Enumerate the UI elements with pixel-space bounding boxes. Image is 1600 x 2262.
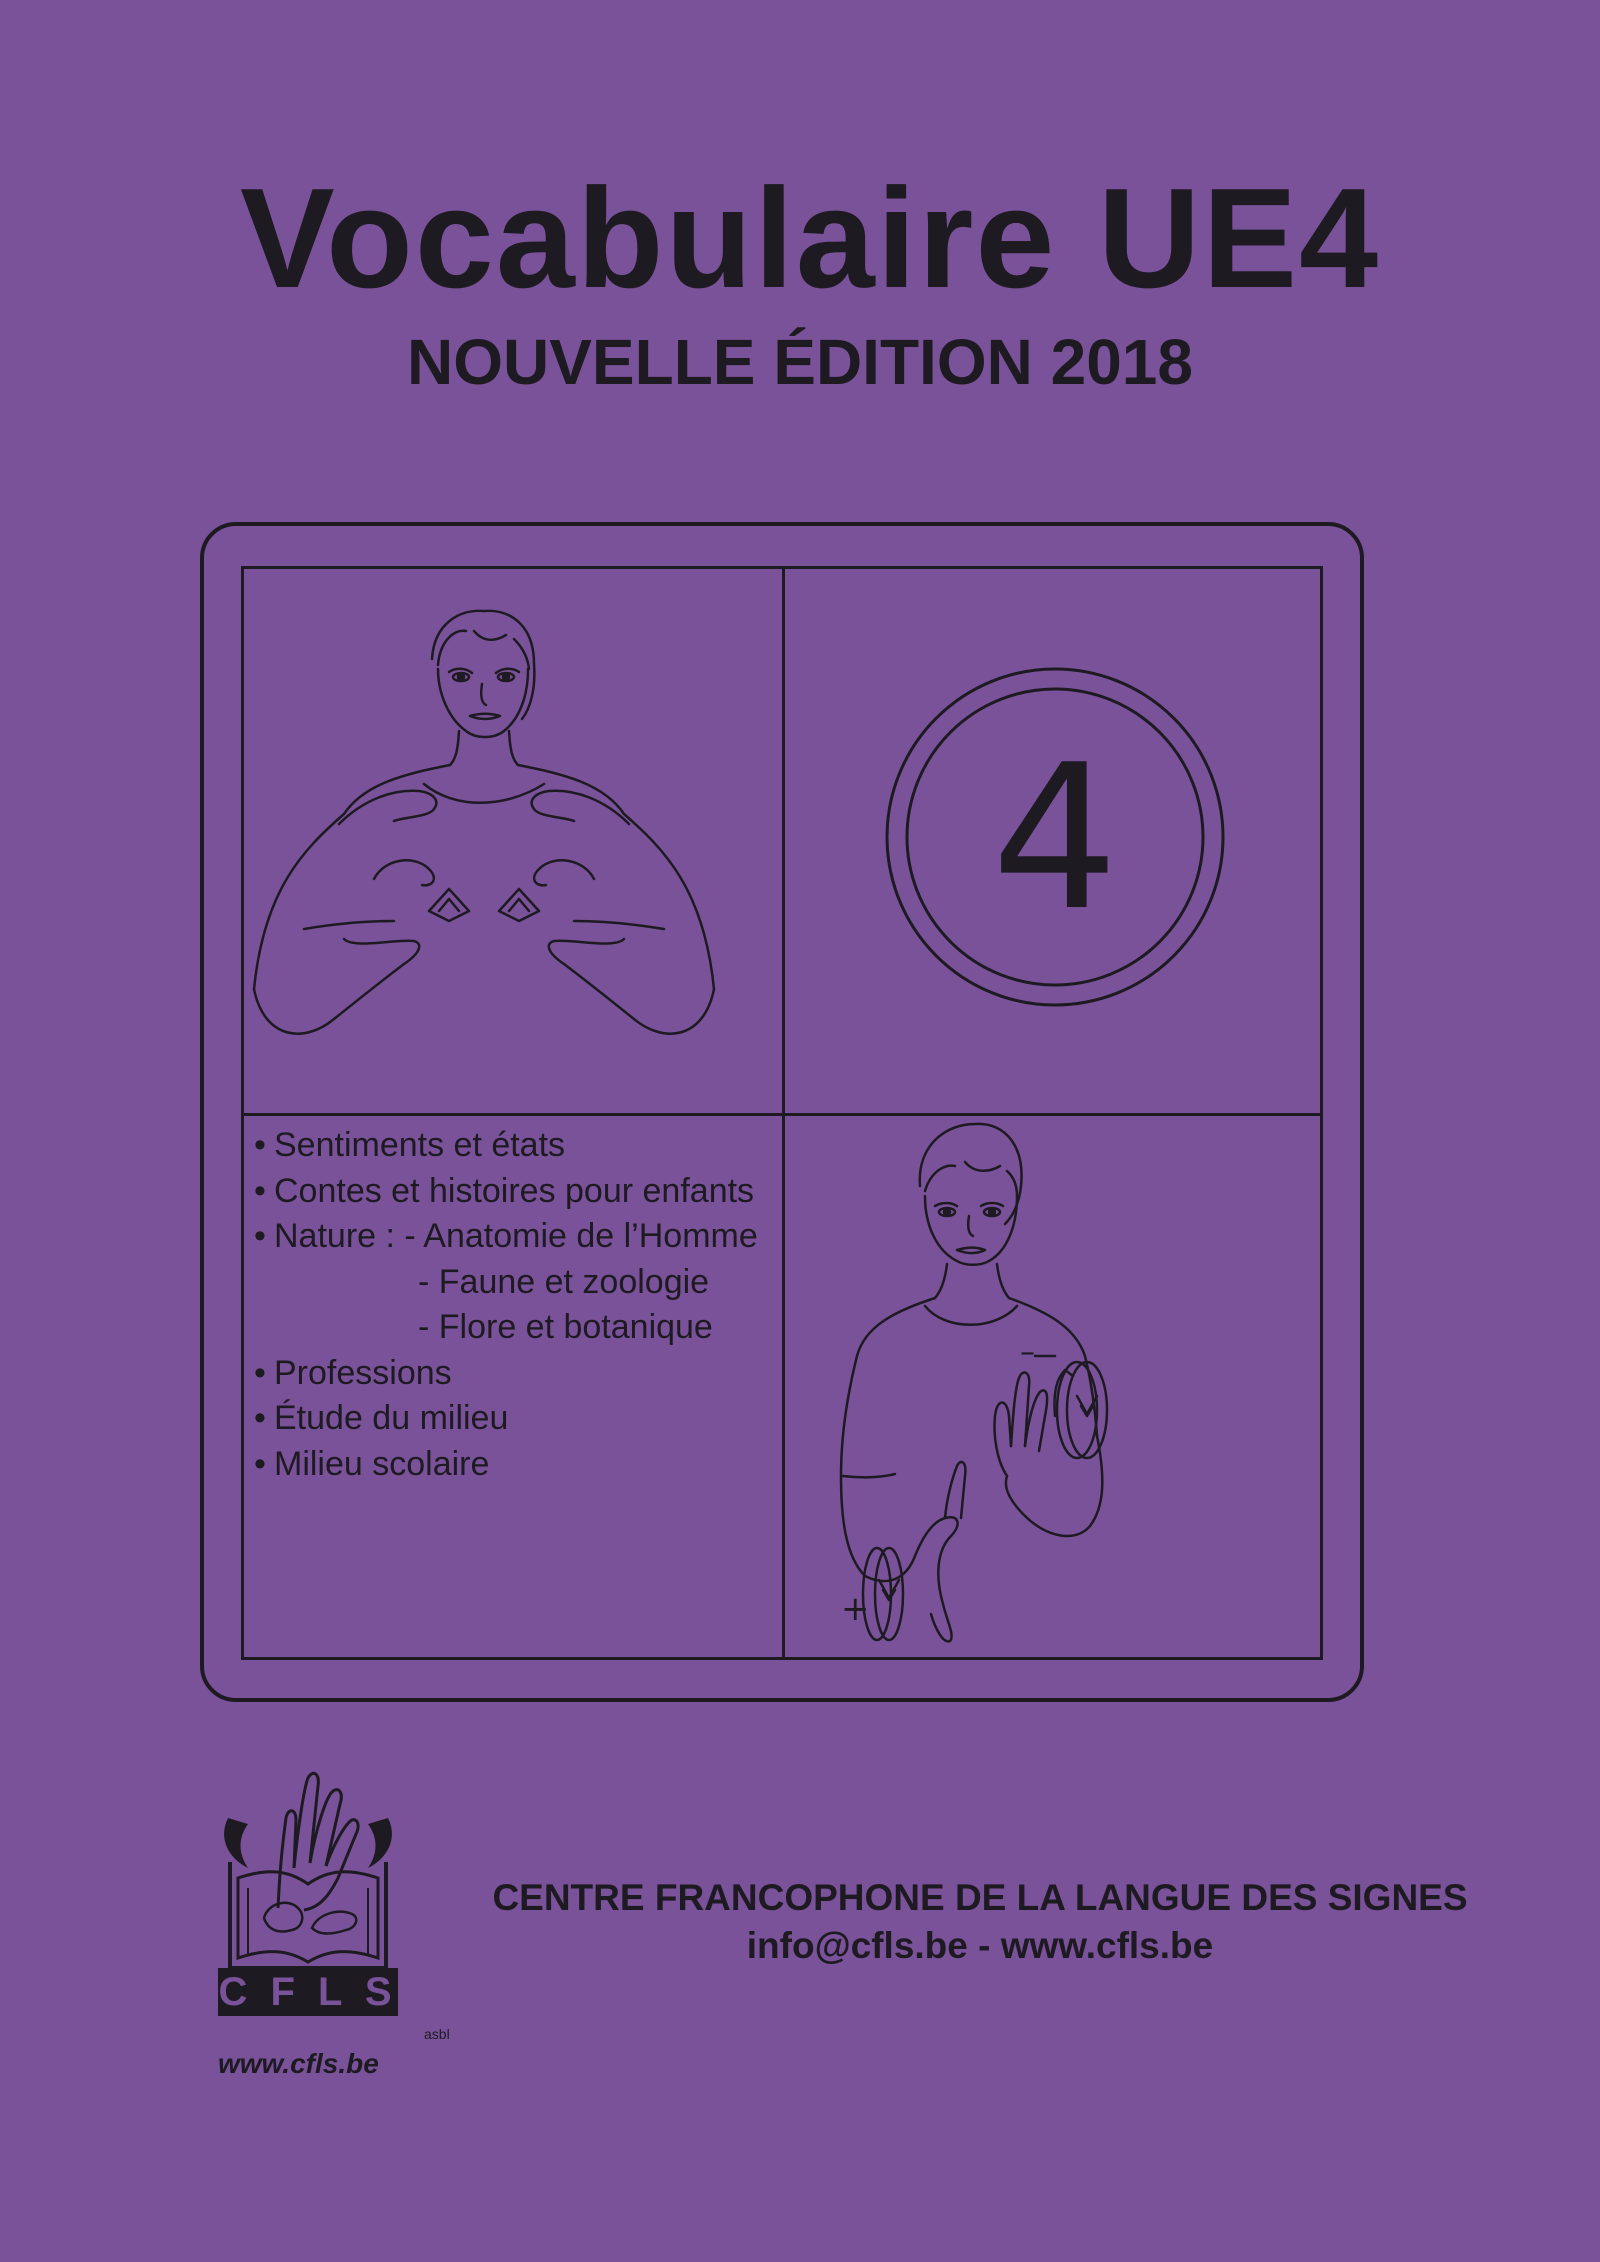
topic-item: • Professions [254,1353,452,1392]
organization-contact: info@cfls.be - www.cfls.be [746,1925,1214,1967]
topic-list [254,1123,774,1487]
topic-item: • Nature : - Anatomie de l’Homme [254,1217,758,1255]
topic-subitem: - Flore et botanique [418,1308,713,1346]
organization-block [380,1874,1580,1970]
topic-item: • Étude du milieu [254,1399,509,1437]
logo-suffix: asbl [424,2026,450,2042]
organization-name: CENTRE FRANCOPHONE DE LA LANGUE DES SIGNES [492,1877,1468,1918]
cfls-logo [208,1758,408,2048]
card-grid [241,566,1323,1660]
topic-item: • Sentiments et états [254,1126,566,1164]
topic-item: • Contes et histoires pour enfants [254,1171,755,1210]
sign-illustration-feelings [244,569,782,1113]
cover-subtitle: NOUVELLE ÉDITION 2018 [407,326,1193,398]
movement-minus-symbol: – [1020,1335,1035,1370]
unit-number-badge [785,569,1320,1113]
logo-url: www.cfls.be [218,2048,379,2079]
logo-letters: C F L S [218,1970,398,2014]
sign-illustration-nature [785,1116,1320,1657]
unit-number: 4 [991,722,1119,955]
movement-plus-symbol: + [841,1589,870,1629]
cover-title: Vocabulaire UE4 [239,159,1381,318]
topic-item: • Milieu scolaire [254,1444,490,1483]
topic-subitem: - Faune et zoologie [418,1262,710,1301]
